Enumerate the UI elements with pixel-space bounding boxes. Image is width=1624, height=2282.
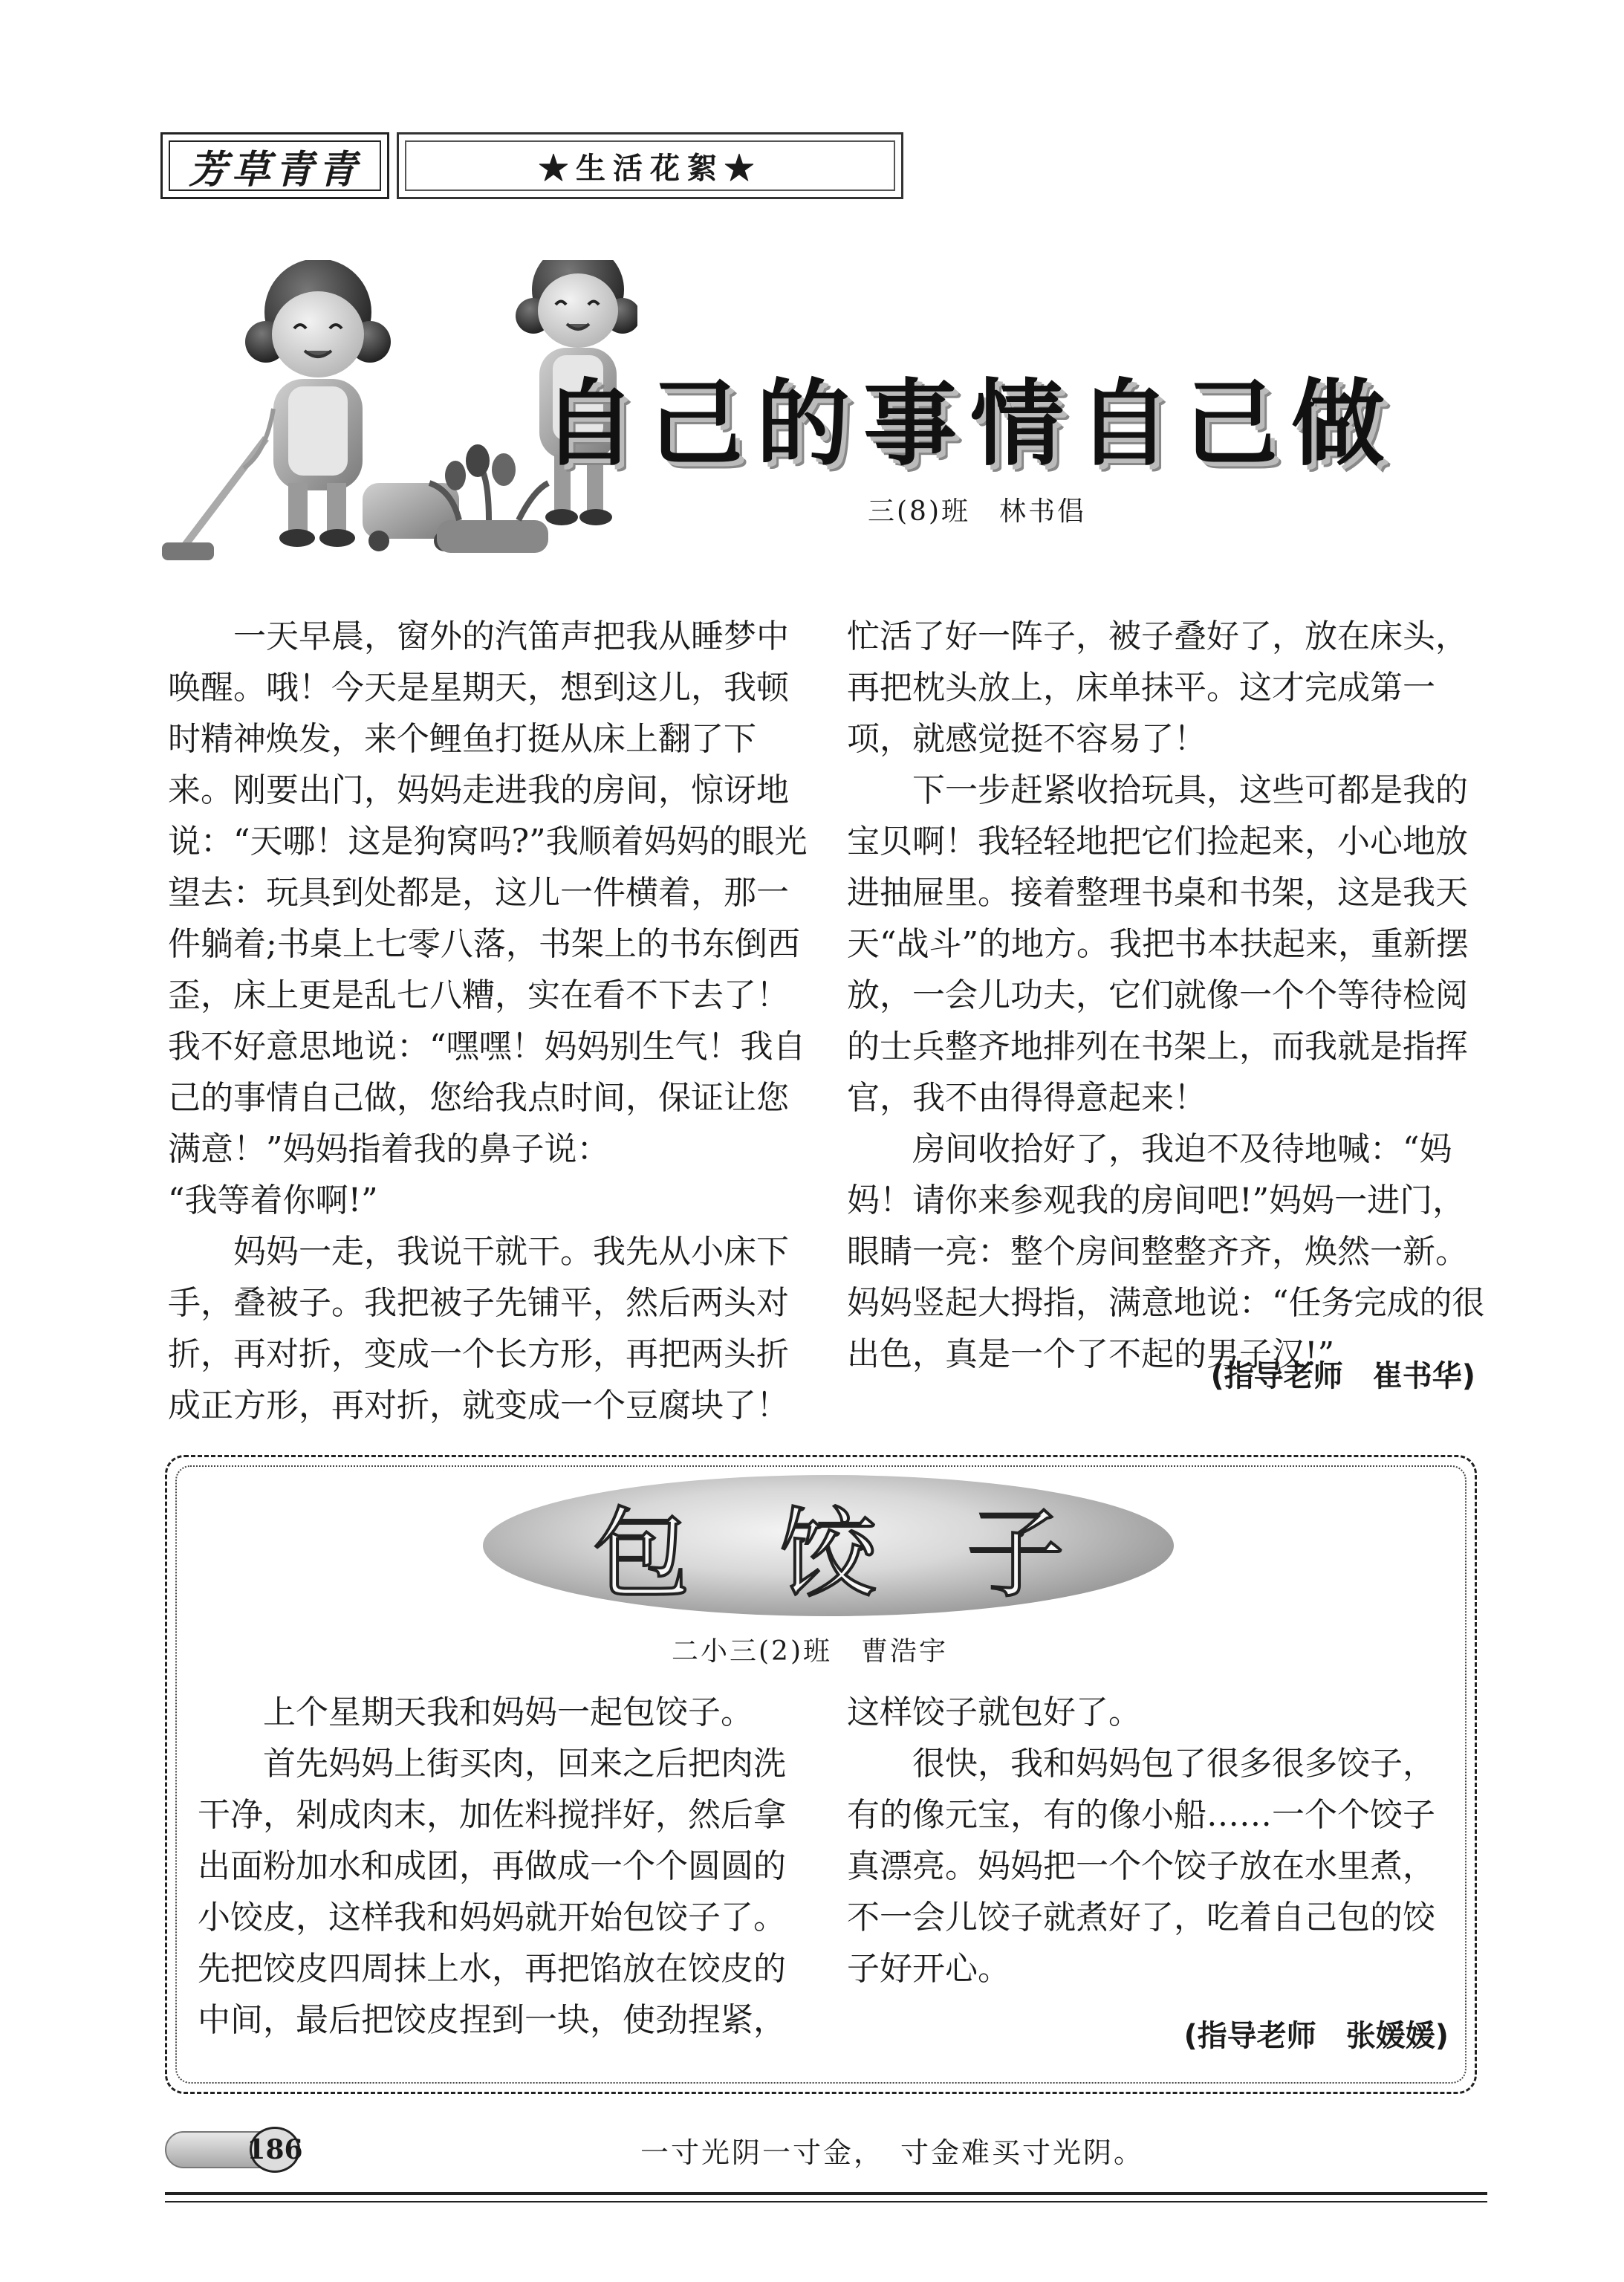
section-label: 芳草青青 bbox=[188, 146, 361, 192]
article2-left-column bbox=[198, 1687, 810, 2046]
paragraph: 很快，我和妈妈包了很多很多饺子，有的像元宝，有的像小船……一个个饺子真漂亮。妈妈把一个个饺子放在水里煮，不一会儿饺子就煮好了，吃着自己包的饺子好开心。 bbox=[847, 1745, 1435, 1988]
article2-right-column bbox=[847, 1687, 1456, 1994]
flower-pot bbox=[429, 444, 548, 553]
column-label: ★生活花絮★ bbox=[539, 150, 761, 186]
teacher-credit: (指导老师 张媛媛) bbox=[1183, 2019, 1449, 2053]
paragraph: 房间收拾好了，我迫不及待地喊：“妈妈！请你来参观我的房间吧!”妈妈一进门，眼睛一亮：整个房间整整齐齐，焕然一新。妈妈竖起大拇指，满意地说：“任务完成的很出色，真是一个了不起的男子汉!” bbox=[847, 1130, 1485, 1373]
paragraph: 妈妈一走，我说干就干。我先从小床下手，叠被子。我把被子先铺平，然后两头对折，再对折，变成一个长方形，再把两头折成正方形，再对折，就变成一个豆腐块了！ bbox=[168, 1233, 789, 1424]
article-title: 自己的事情自己做 bbox=[542, 369, 1398, 479]
paragraph: 下一步赶紧收拾玩具，这些可都是我的宝贝啊！我轻轻地把它们捡起来，小心地放进抽屉里。接着整理书桌和书架，这是我天天“战斗”的地方。我把书本扶起来，重新摆放，一会儿功夫，它们就像一个个等待检阅的士兵整齐地排列在书架上，而我就是指挥官，我不由得得意起来！ bbox=[847, 771, 1469, 1117]
article-left-column bbox=[168, 611, 810, 1431]
footer-rule bbox=[165, 2192, 1487, 2195]
paragraph: “我等着你啊!” bbox=[168, 1181, 378, 1219]
paragraph: 忙活了好一阵子，被子叠好了，放在床头，再把枕头放上，床单抹平。这才完成第一项，就感觉挺不容易了！ bbox=[847, 617, 1468, 758]
article2-title: 包饺子 bbox=[592, 1497, 1154, 1612]
paragraph: 上个星期天我和妈妈一起包饺子。 bbox=[263, 1693, 753, 1731]
footer-rule-thin bbox=[165, 2201, 1487, 2202]
page-number-text: 186 bbox=[247, 2134, 303, 2165]
article2-byline: 二小三(2)班 曹浩宇 bbox=[672, 1636, 948, 1667]
footer-motto: 一寸光阴一寸金， 寸金难买寸光阴。 bbox=[640, 2136, 1145, 2169]
section-label-box bbox=[160, 132, 389, 199]
paragraph: 首先妈妈上街买肉，回来之后把肉洗干净，剁成肉末，加佐料搅拌好，然后拿出面粉加水和成团，再做成一个个圆圆的小饺皮，这样我和妈妈就开始包饺子了。先把饺皮四周抹上水，再把馅放在饺皮的中间，最后把饺皮捏到一块，使劲捏紧， bbox=[198, 1745, 786, 2039]
article-right-column bbox=[847, 611, 1486, 1380]
article-byline: 三(8)班 林书倡 bbox=[868, 496, 1086, 527]
teacher-credit: (指导老师 崔书华) bbox=[1210, 1359, 1475, 1393]
paragraph: 一天早晨，窗外的汽笛声把我从睡梦中唤醒。哦！今天是星期天，想到这儿，我顿时精神焕发，来个鲤鱼打挺从床上翻了下来。刚要出门，妈妈走进我的房间，惊讶地说：“天哪！这是狗窝吗?”我顺着妈妈的眼光望去：玩具到处都是，这儿一件横着，那一件躺着;书桌上七零八落，书架上的书东倒西歪，床上更是乱七八糟，实在看不下去了！我不好意思地说：“嘿嘿！妈妈别生气！我自己的事情自己做，您给我点时间，保证让您满意！”妈妈指着我的鼻子说： bbox=[168, 617, 808, 1168]
column-label-box bbox=[397, 132, 903, 199]
page-number bbox=[247, 2127, 303, 2173]
paragraph: 这样饺子就包好了。 bbox=[847, 1693, 1141, 1731]
